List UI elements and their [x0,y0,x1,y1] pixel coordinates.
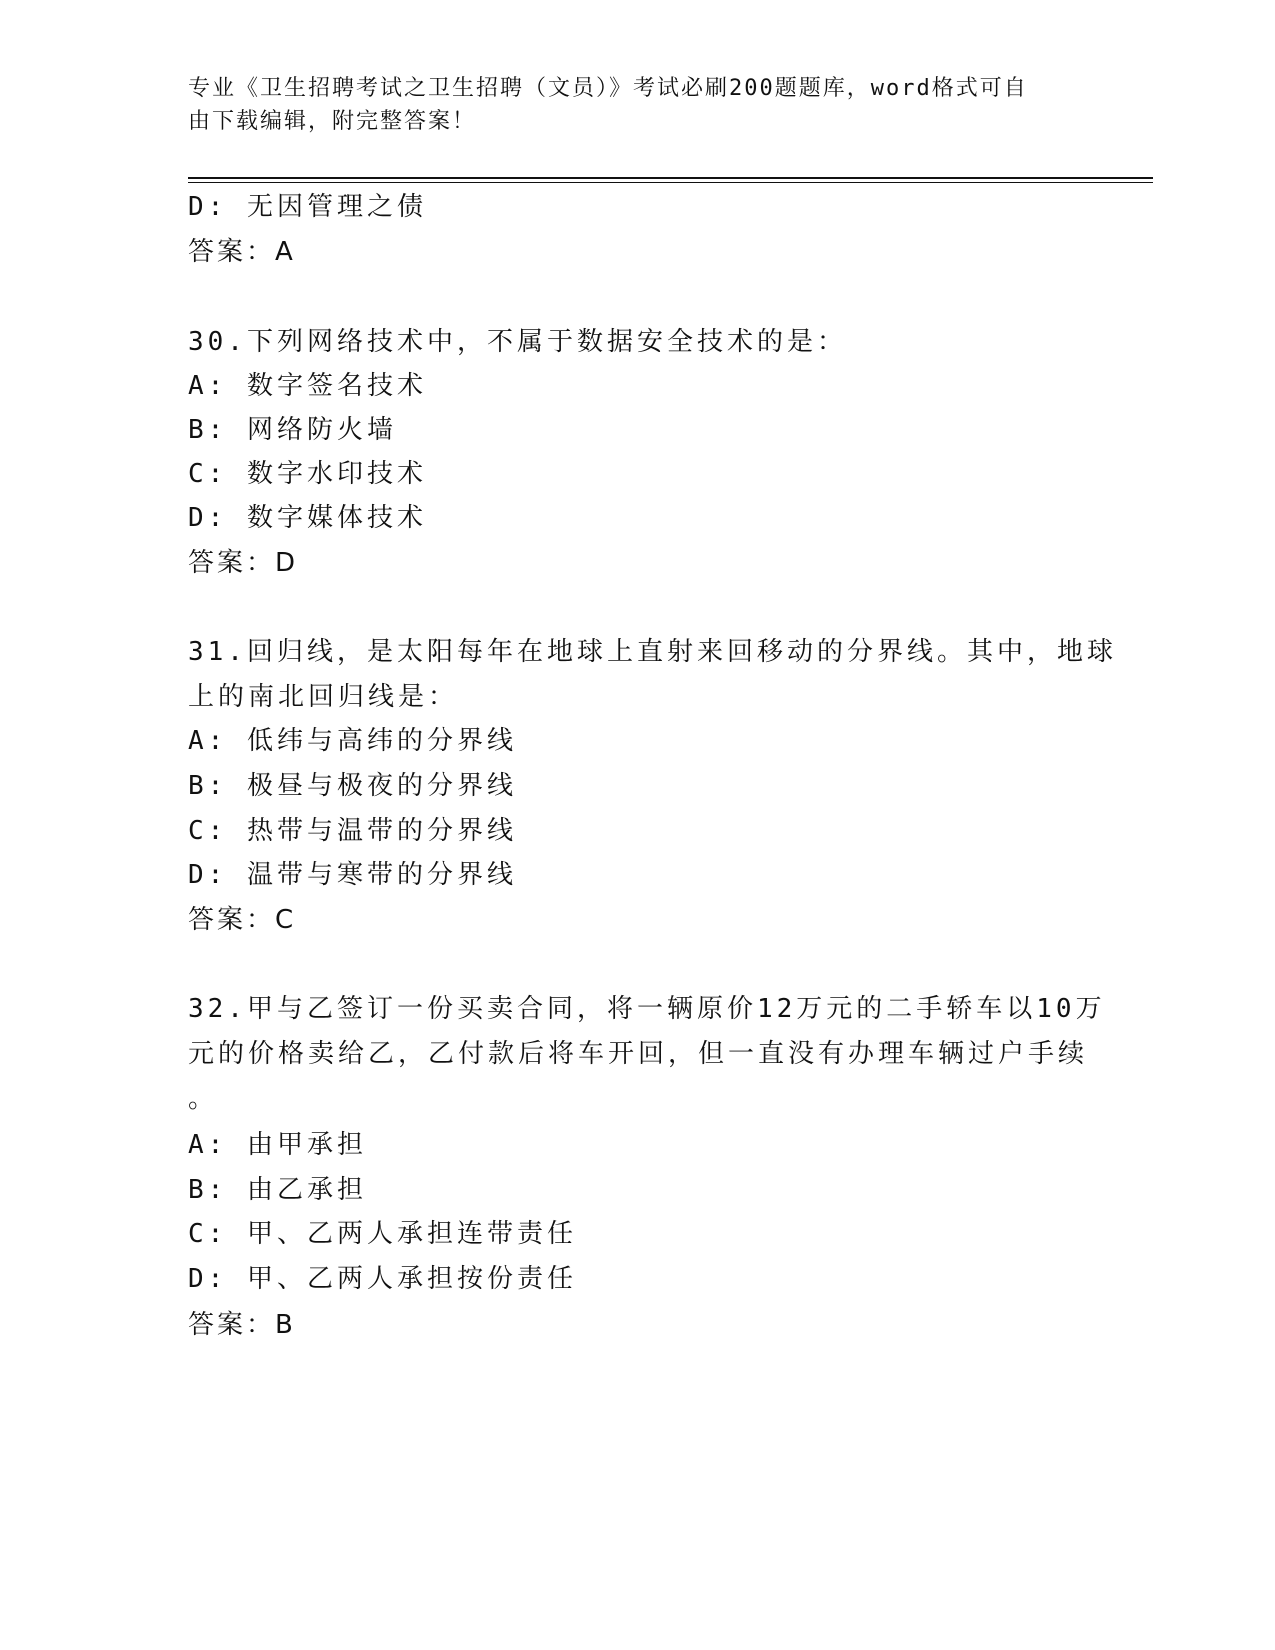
question-31-option-c: C: 热带与温带的分界线 [188,816,517,846]
question-31-option-d: D: 温带与寒带的分界线 [188,860,517,890]
prev-option-d: D: 无因管理之债 [188,192,427,222]
question-30-option-d: D: 数字媒体技术 [188,503,427,533]
question-30-stem: 30.下列网络技术中，不属于数据安全技术的是： [188,327,847,357]
question-32-option-a: A: 由甲承担 [188,1130,367,1160]
question-32-option-d: D: 甲、乙两人承担按份责任 [188,1264,577,1294]
question-31-answer: 答案：C [188,905,297,935]
prev-answer: 答案：A [188,237,296,267]
question-31-stem-line-2: 上的南北回归线是： [188,682,459,712]
question-32-stem-line-2: 元的价格卖给乙，乙付款后将车开回，但一直没有办理车辆过户手续 [188,1039,1089,1069]
question-30-option-c: C: 数字水印技术 [188,459,427,489]
question-32-stem-line-3: 。 [188,1084,219,1114]
question-30-answer: 答案：D [188,548,299,578]
question-31-option-a: A: 低纬与高纬的分界线 [188,726,517,756]
header-divider [188,177,1153,179]
header-line-2: 由下载编辑，附完整答案！ [188,109,477,134]
question-32-stem-line-1: 32.甲与乙签订一份买卖合同，将一辆原价12万元的二手轿车以10万 [188,994,1106,1024]
question-30-option-a: A: 数字签名技术 [188,371,427,401]
question-32-answer: 答案：B [188,1310,296,1340]
question-32-option-b: B: 由乙承担 [188,1175,367,1205]
header-divider-thin [188,182,1153,183]
question-31-stem-line-1: 31.回归线，是太阳每年在地球上直射来回移动的分界线。其中，地球 [188,637,1117,667]
question-30-option-b: B: 网络防火墙 [188,415,397,445]
document-header [188,72,1068,138]
question-31-option-b: B: 极昼与极夜的分界线 [188,771,517,801]
header-line-1: 专业《卫生招聘考试之卫生招聘（文员）》考试必刷200题题库，word格式可自 [188,76,1028,101]
question-32-option-c: C: 甲、乙两人承担连带责任 [188,1219,577,1249]
